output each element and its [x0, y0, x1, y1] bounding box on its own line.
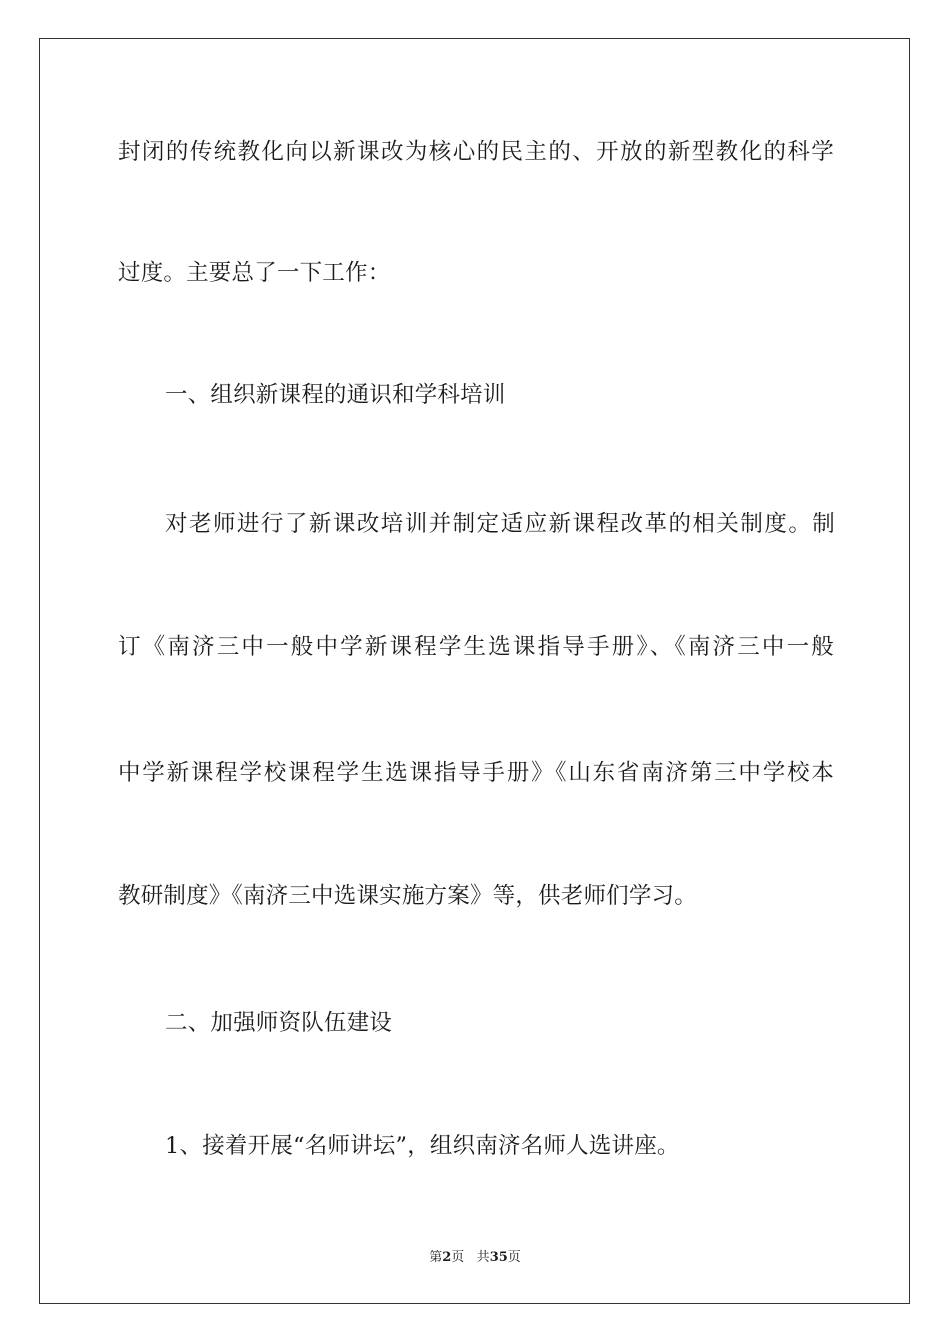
total-suffix: 页	[507, 1250, 521, 1265]
page-prefix: 第	[429, 1250, 443, 1265]
page-frame	[39, 38, 910, 1304]
total-pages: 35	[489, 1250, 508, 1265]
paragraph-line: 中学新课程学校课程学生选课指导手册》《山东省南济第三中学校本	[118, 760, 834, 786]
paragraph-line: 对老师进行了新课改培训并制定适应新课程改革的相关制度。制	[165, 511, 835, 537]
page-footer	[0, 1249, 950, 1267]
paragraph-line: 过度。主要总了一下工作：	[118, 260, 391, 286]
paragraph-line: 封闭的传统教化向以新课改为核心的民主的、开放的新型教化的科学	[118, 139, 834, 165]
section-heading: 一、组织新课程的通识和学科培训	[165, 382, 506, 408]
page-suffix: 页	[451, 1250, 465, 1265]
total-prefix: 共	[476, 1250, 490, 1265]
paragraph-line: 教研制度》《南济三中选课实施方案》等，供老师们学习。	[118, 883, 697, 909]
paragraph-line: 订《南济三中一般中学新课程学生选课指导手册》、《南济三中一般	[118, 634, 834, 660]
page-number: 2	[442, 1250, 452, 1265]
section-heading: 二、加强师资队伍建设	[165, 1010, 393, 1036]
list-item: 1、接着开展“名师讲坛”，组织南济名师人选讲座。	[165, 1133, 680, 1159]
